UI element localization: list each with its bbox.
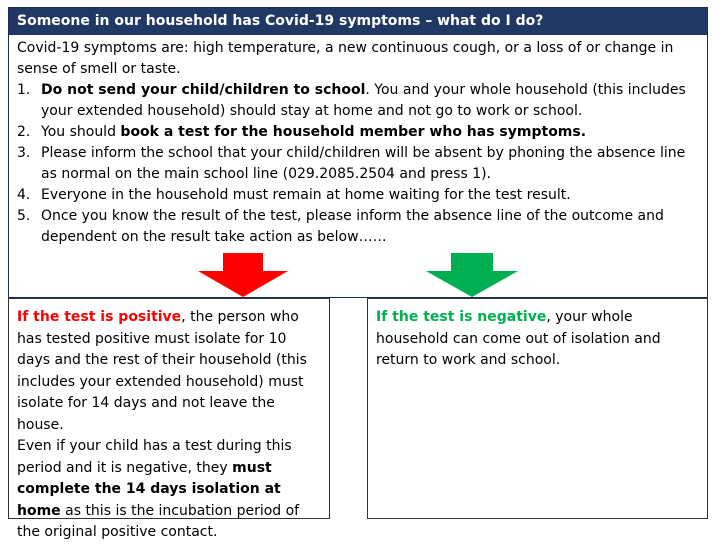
list-item: 1. Do not send your child/children to school. You and your whole household (this includes your extended household) should stay at home and not go to work or school. (17, 82, 686, 119)
outcome-arrows (0, 251, 718, 298)
positive-arrow-icon (198, 253, 288, 297)
list-item: 3. Please inform the school that your child/children will be absent by phoning the absence line as normal on the main school line (029.2085.2504 and press 1). (17, 145, 686, 182)
list-item: 2. You should book a test for the household member who has symptoms. (17, 124, 587, 140)
positive-label: If the test is positive (17, 309, 182, 325)
symptoms-intro: Covid-19 symptoms are: high temperature, a new continuous cough, or a loss of or change in sense of smell or taste. (17, 40, 674, 77)
negative-label: If the test is negative (376, 309, 547, 325)
steps-list (17, 80, 701, 248)
list-item: 5. Once you know the result of the test, please inform the absence line of the outcome and dependent on the result take action as below…… (17, 208, 664, 245)
negative-arrow-icon (426, 253, 518, 297)
list-item: 4. Everyone in the household must remain at home waiting for the test result. (17, 187, 571, 203)
negative-result-box: If the test is negative, your whole household can come out of isolation and return to work and school. (367, 298, 708, 519)
positive-result-box: If the test is positive, the person who has tested positive must isolate for 10 days and the rest of their household (this includes your extended household) must isolate for 14 days and not leave the house. Even if your child has a test during this period and it is negative, they must complete the 14 days isolation at home as this is the incubation period of the original positive contact. (8, 298, 330, 519)
page-title: Someone in our household has Covid-19 symptoms – what do I do? (9, 8, 707, 35)
